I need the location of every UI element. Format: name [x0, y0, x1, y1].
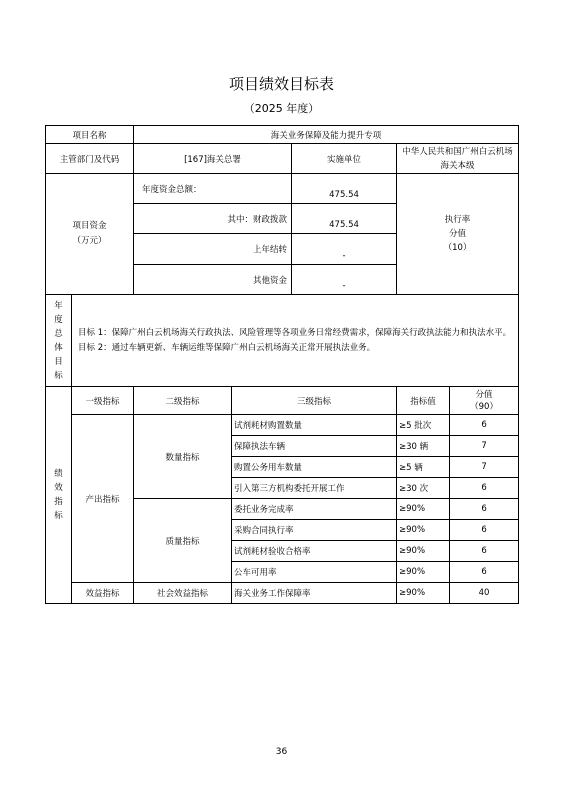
funds-total-value: 475.54	[292, 174, 397, 204]
indicator-score: 7	[450, 436, 519, 457]
indicator-value: ≥90%	[397, 499, 450, 520]
funds-label: 项目资金 （万元）	[46, 174, 134, 295]
performance-goal-table	[45, 125, 519, 604]
funds-total-label: 年度资金总额：	[134, 174, 292, 204]
header-level1: 一级指标	[72, 387, 134, 415]
indicator-score: 6	[450, 562, 519, 583]
indicator-name: 试剂耗材购置数量	[232, 415, 397, 436]
project-name-label: 项目名称	[46, 126, 134, 144]
annual-goals-content	[72, 295, 519, 387]
indicator-value: ≥5 辆	[397, 457, 450, 478]
indicator-score: 6	[450, 415, 519, 436]
header-level3: 三级指标	[232, 387, 397, 415]
indicator-name: 海关业务工作保障率	[232, 583, 397, 604]
indicator-header-row	[46, 387, 519, 415]
benefit-indicator-label: 效益指标	[72, 583, 134, 604]
department-row	[46, 144, 519, 174]
funds-other-label: 其他资金	[134, 265, 292, 295]
output-indicator-label: 产出指标	[72, 415, 134, 583]
funds-carryover-value: -	[292, 234, 397, 265]
indicator-value: ≥90%	[397, 562, 450, 583]
indicator-score: 40	[450, 583, 519, 604]
funds-other-value: -	[292, 265, 397, 295]
year-subtitle: （2025 年度）	[243, 102, 320, 115]
implementing-unit-label: 实施单位	[292, 144, 397, 174]
header-level2: 二级指标	[134, 387, 232, 415]
department-label: 主管部门及代码	[46, 144, 134, 174]
funds-fiscal-label: 其中：财政拨款	[134, 204, 292, 234]
header-value: 指标值	[397, 387, 450, 415]
project-name-row	[46, 126, 519, 144]
indicator-score: 6	[450, 499, 519, 520]
indicator-name: 保障执法车辆	[232, 436, 397, 457]
quantity-indicator-label: 数量指标	[134, 415, 232, 499]
indicator-value: ≥30 次	[397, 478, 450, 499]
indicator-name: 引入第三方机构委托开展工作	[232, 478, 397, 499]
funds-fiscal-value: 475.54	[292, 204, 397, 234]
indicator-value: ≥5 批次	[397, 415, 450, 436]
indicator-value: ≥30 辆	[397, 436, 450, 457]
social-benefit-indicator-label: 社会效益指标	[134, 583, 232, 604]
funds-total-row	[46, 174, 519, 204]
indicator-score: 6	[450, 520, 519, 541]
indicator-value: ≥90%	[397, 583, 450, 604]
annual-goals-label: 年 度 总 体 目 标	[46, 295, 72, 387]
indicators-label: 绩 效 指 标	[46, 387, 72, 604]
annual-goals-row	[46, 295, 519, 387]
goal-1: 目标 1：保障广州白云机场海关行政执法、风险管理等各项业务日常经费需求，保障海关行政执法能力和执法水平。	[78, 327, 512, 338]
indicator-score: 7	[450, 457, 519, 478]
indicator-value: ≥90%	[397, 520, 450, 541]
funds-carryover-label: 上年结转	[134, 234, 292, 265]
indicator-name: 委托业务完成率	[232, 499, 397, 520]
table-row	[46, 583, 519, 604]
page-title: 项目绩效目标表	[228, 75, 334, 93]
indicator-value: ≥90%	[397, 541, 450, 562]
indicator-name: 采购合同执行率	[232, 520, 397, 541]
indicator-name: 试剂耗材验收合格率	[232, 541, 397, 562]
table-row	[46, 415, 519, 436]
project-name-value: 海关业务保障及能力提升专项	[134, 126, 519, 144]
header-score: 分值 （90）	[450, 387, 519, 415]
implementing-unit-value: 中华人民共和国广州白云机场海关本级	[397, 144, 519, 174]
execution-score-label: 执行率 分值 （10）	[397, 174, 519, 295]
indicator-score: 6	[450, 478, 519, 499]
indicator-score: 6	[450, 541, 519, 562]
indicator-name: 公车可用率	[232, 562, 397, 583]
department-value: [167]海关总署	[134, 144, 292, 174]
page-number: 36	[275, 747, 288, 757]
quality-indicator-label: 质量指标	[134, 499, 232, 583]
goal-2: 目标 2：通过车辆更新、车辆运维等保障广州白云机场海关正常开展执法业务。	[78, 342, 376, 353]
indicator-name: 购置公务用车数量	[232, 457, 397, 478]
